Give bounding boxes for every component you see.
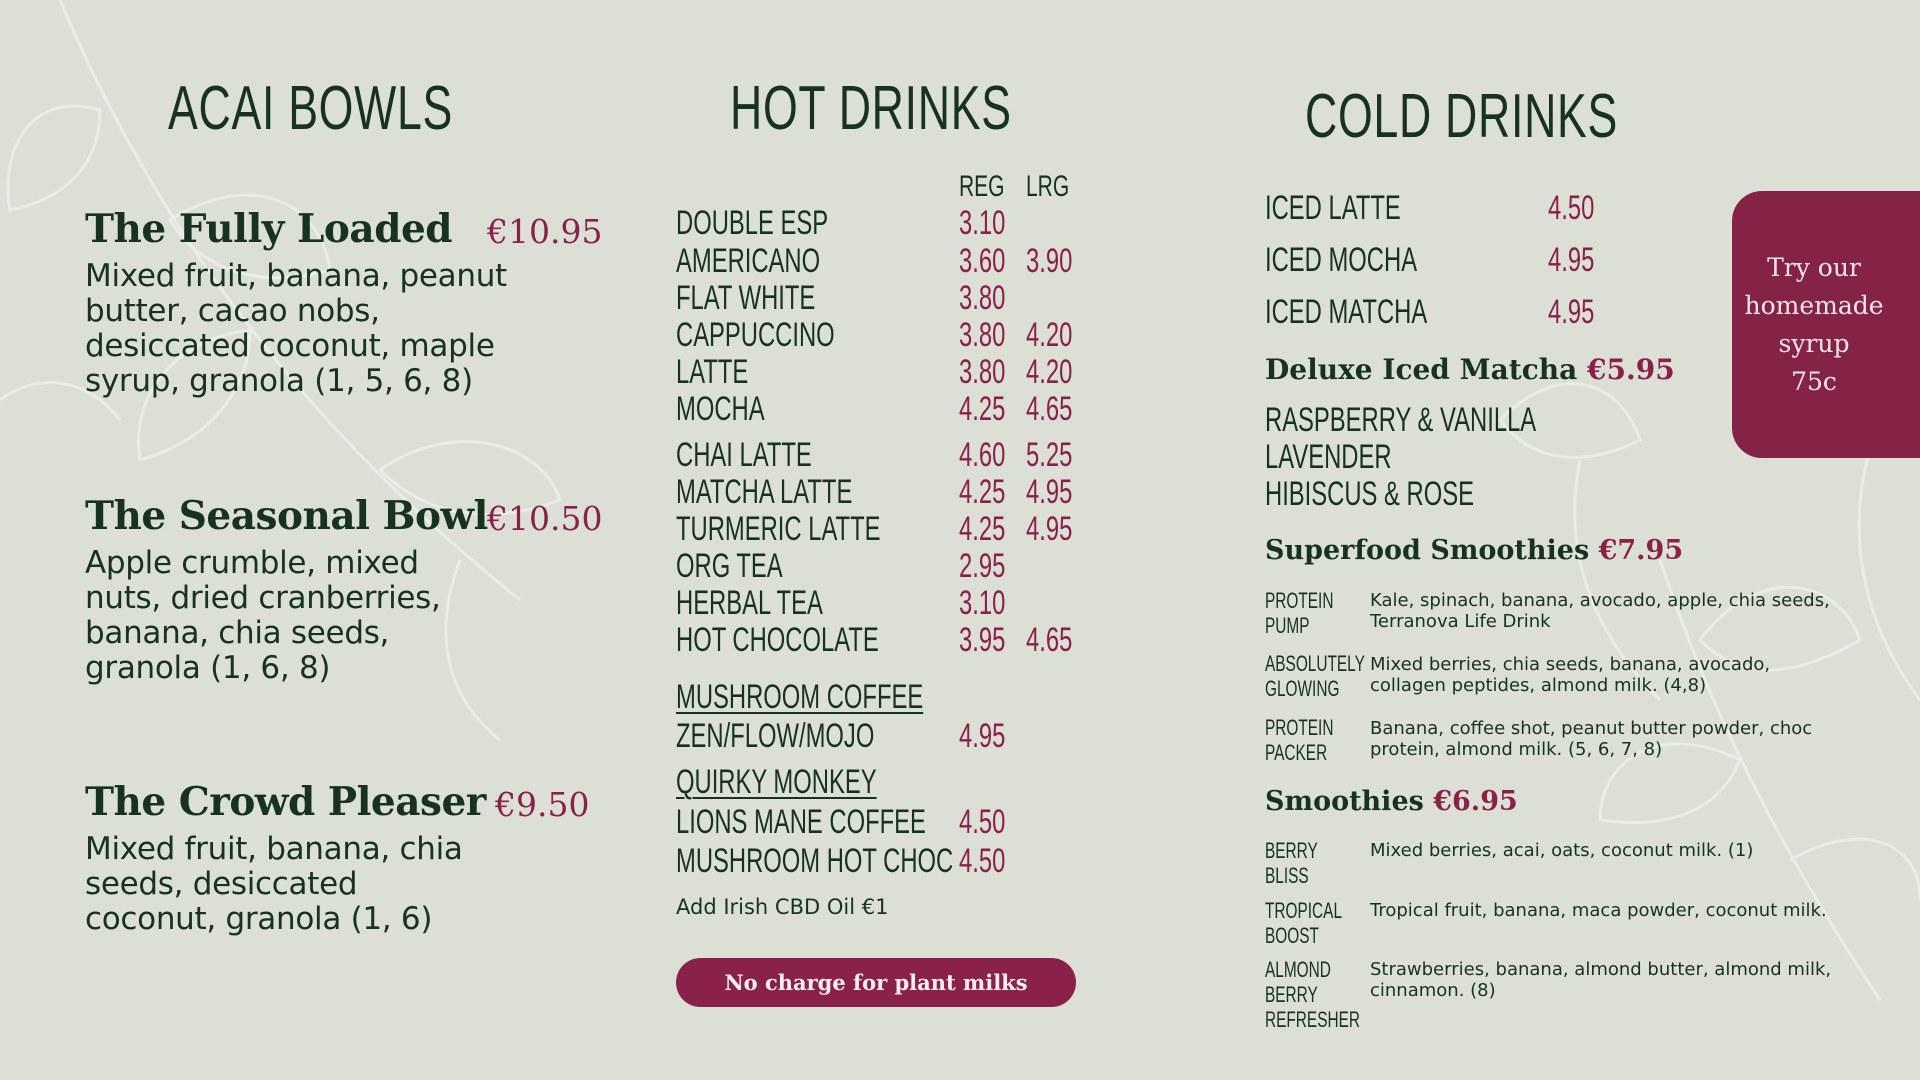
large-price: 4.95 — [1026, 473, 1073, 511]
large-price: 4.95 — [1026, 510, 1073, 548]
hot-drink-row — [676, 317, 1126, 354]
smoothie-description: Mixed berries, acai, oats, coconut milk. (1) — [1370, 840, 1754, 861]
drink-name: MUSHROOM HOT CHOC — [676, 842, 954, 880]
hot-drink-row — [676, 205, 1126, 242]
smoothie-name: PROTEIN PUMP — [1265, 588, 1334, 638]
regular-price: 4.25 — [959, 390, 1006, 428]
quirky-monkey-heading: QUIRKY MONKEY — [676, 763, 877, 801]
drink-name: ZEN/FLOW/MOJO — [676, 717, 875, 755]
drink-name: ORG TEA — [676, 547, 783, 585]
flavor-row — [1265, 476, 1665, 516]
homemade-syrup-callout — [1732, 191, 1920, 458]
large-price: 4.20 — [1026, 316, 1073, 354]
syrup-line: Try our — [1767, 252, 1861, 282]
plant-milk-banner: No charge for plant milks — [676, 958, 1076, 1007]
smoothie-description: Mixed berries, chia seeds, banana, avocado, collagen peptides, almond milk. (4,8) — [1370, 654, 1771, 696]
bowl-item — [85, 206, 605, 399]
syrup-line: 75c — [1791, 366, 1837, 396]
regular-price: 3.80 — [959, 279, 1006, 317]
hot-price-columns — [676, 168, 1126, 205]
deluxe-price: €5.95 — [1587, 353, 1675, 386]
flavor-name: HIBISCUS & ROSE — [1265, 475, 1474, 513]
hot-drink-row — [676, 280, 1126, 317]
smoothies-heading — [1265, 786, 1518, 817]
cbd-oil-addon: Add Irish CBD Oil €1 — [676, 895, 889, 919]
deluxe-title: Deluxe Iced Matcha — [1265, 353, 1578, 386]
smoothie-name: ALMOND BERRY REFRESHER — [1265, 957, 1360, 1032]
bowl-title: The Fully Loaded — [85, 206, 453, 252]
drink-name: ICED MOCHA — [1265, 241, 1418, 279]
cold-drinks-heading: COLD DRINKS — [1305, 82, 1619, 151]
bowl-title: The Seasonal Bowl — [85, 493, 488, 539]
mushroom-coffee-heading: MUSHROOM COFFEE — [676, 678, 924, 716]
bowl-title: The Crowd Pleaser — [85, 779, 486, 825]
flavor-row — [1265, 402, 1665, 442]
cold-drink-row — [1265, 242, 1665, 282]
hot-drink-row — [676, 391, 1126, 428]
large-price: 4.65 — [1026, 390, 1073, 428]
reg-column-label: REG — [959, 170, 1005, 203]
drink-price: 4.95 — [959, 717, 1006, 755]
drink-name: MATCHA LATTE — [676, 473, 853, 511]
smoothie-name: BERRY BLISS — [1265, 838, 1318, 888]
drink-name: CHAI LATTE — [676, 436, 812, 474]
drink-name: ICED MATCHA — [1265, 293, 1428, 331]
quirky-heading-row — [676, 764, 1126, 801]
bowl-price: €10.95 — [487, 212, 603, 251]
bowl-price: €9.50 — [495, 785, 590, 824]
bowl-price: €10.50 — [487, 499, 603, 538]
superfood-title: Superfood Smoothies — [1265, 535, 1590, 566]
hot-drink-row — [676, 718, 1126, 755]
regular-price: 3.95 — [959, 621, 1006, 659]
hot-drink-row — [676, 437, 1126, 474]
flavor-name: RASPBERRY & VANILLA — [1265, 401, 1537, 439]
smoothie-description: Banana, coffee shot, peanut butter powder, choc protein, almond milk. (5, 6, 7, 8) — [1370, 718, 1813, 760]
drink-price: 4.95 — [1548, 241, 1595, 279]
regular-price: 3.80 — [959, 316, 1006, 354]
regular-price: 4.60 — [959, 436, 1006, 474]
hot-drink-row — [676, 804, 1126, 841]
smoothie-description: Tropical fruit, banana, maca powder, coconut milk. — [1370, 900, 1827, 921]
smoothies-title: Smoothies — [1265, 786, 1424, 817]
drink-name: FLAT WHITE — [676, 279, 816, 317]
smoothies-price: €6.95 — [1433, 786, 1518, 817]
hot-drinks-heading: HOT DRINKS — [730, 74, 1012, 143]
smoothie-description: Strawberries, banana, almond butter, almond milk, cinnamon. (8) — [1370, 959, 1832, 1001]
drink-name: ICED LATTE — [1265, 189, 1401, 227]
smoothie-description: Kale, spinach, banana, avocado, apple, chia seeds, Terranova Life Drink — [1370, 590, 1830, 632]
drink-price: 4.50 — [959, 803, 1006, 841]
drink-price: 4.50 — [959, 842, 1006, 880]
drink-price: 4.50 — [1548, 189, 1595, 227]
drink-name: MOCHA — [676, 390, 765, 428]
drink-name: AMERICANO — [676, 242, 821, 280]
hot-drink-row — [676, 622, 1126, 659]
drink-price: 4.95 — [1548, 293, 1595, 331]
mushroom-heading-row — [676, 679, 1126, 716]
syrup-line: syrup — [1778, 328, 1850, 358]
smoothie-name: PROTEIN PACKER — [1265, 715, 1334, 765]
hot-drink-row — [676, 474, 1126, 511]
regular-price: 3.10 — [959, 584, 1006, 622]
drink-name: DOUBLE ESP — [676, 204, 829, 242]
large-price: 4.65 — [1026, 621, 1073, 659]
regular-price: 3.10 — [959, 204, 1006, 242]
bowl-item — [85, 779, 605, 937]
drink-name: CAPPUCCINO — [676, 316, 835, 354]
drink-name: LATTE — [676, 353, 749, 391]
drink-name: TURMERIC LATTE — [676, 510, 881, 548]
flavor-row — [1265, 439, 1665, 479]
smoothie-name: ABSOLUTELY GLOWING — [1265, 651, 1365, 701]
acai-heading: ACAI BOWLS — [168, 74, 454, 143]
bowl-description: Mixed fruit, banana, peanut butter, cacao nobs, desiccated coconut, maple syrup, granola (1, 5, 6, 8) — [85, 258, 507, 399]
hot-drink-row — [676, 843, 1126, 880]
regular-price: 3.60 — [959, 242, 1006, 280]
regular-price: 4.25 — [959, 510, 1006, 548]
lrg-column-label: LRG — [1026, 170, 1070, 203]
deluxe-matcha-heading — [1265, 353, 1675, 386]
hot-drink-row — [676, 511, 1126, 548]
large-price: 5.25 — [1026, 436, 1073, 474]
flavor-name: LAVENDER — [1265, 438, 1392, 476]
bowl-description: Apple crumble, mixed nuts, dried cranberries, banana, chia seeds, granola (1, 6, 8) — [85, 545, 441, 686]
syrup-line: homemade — [1744, 290, 1884, 320]
regular-price: 4.25 — [959, 473, 1006, 511]
regular-price: 2.95 — [959, 547, 1006, 585]
large-price: 3.90 — [1026, 242, 1073, 280]
cold-drink-row — [1265, 294, 1665, 334]
bowl-description: Mixed fruit, banana, chia seeds, desiccated coconut, granola (1, 6) — [85, 831, 463, 937]
drink-name: LIONS MANE COFFEE — [676, 803, 926, 841]
hot-drink-row — [676, 243, 1126, 280]
superfood-price: €7.95 — [1598, 535, 1684, 566]
bowl-item — [85, 493, 605, 686]
cold-drink-row — [1265, 190, 1665, 230]
drink-name: HOT CHOCOLATE — [676, 621, 879, 659]
hot-drink-row — [676, 585, 1126, 622]
hot-drink-row — [676, 354, 1126, 391]
smoothie-name: TROPICAL BOOST — [1265, 898, 1343, 948]
drink-name: HERBAL TEA — [676, 584, 823, 622]
superfood-heading — [1265, 535, 1683, 566]
regular-price: 3.80 — [959, 353, 1006, 391]
large-price: 4.20 — [1026, 353, 1073, 391]
hot-drink-row — [676, 548, 1126, 585]
